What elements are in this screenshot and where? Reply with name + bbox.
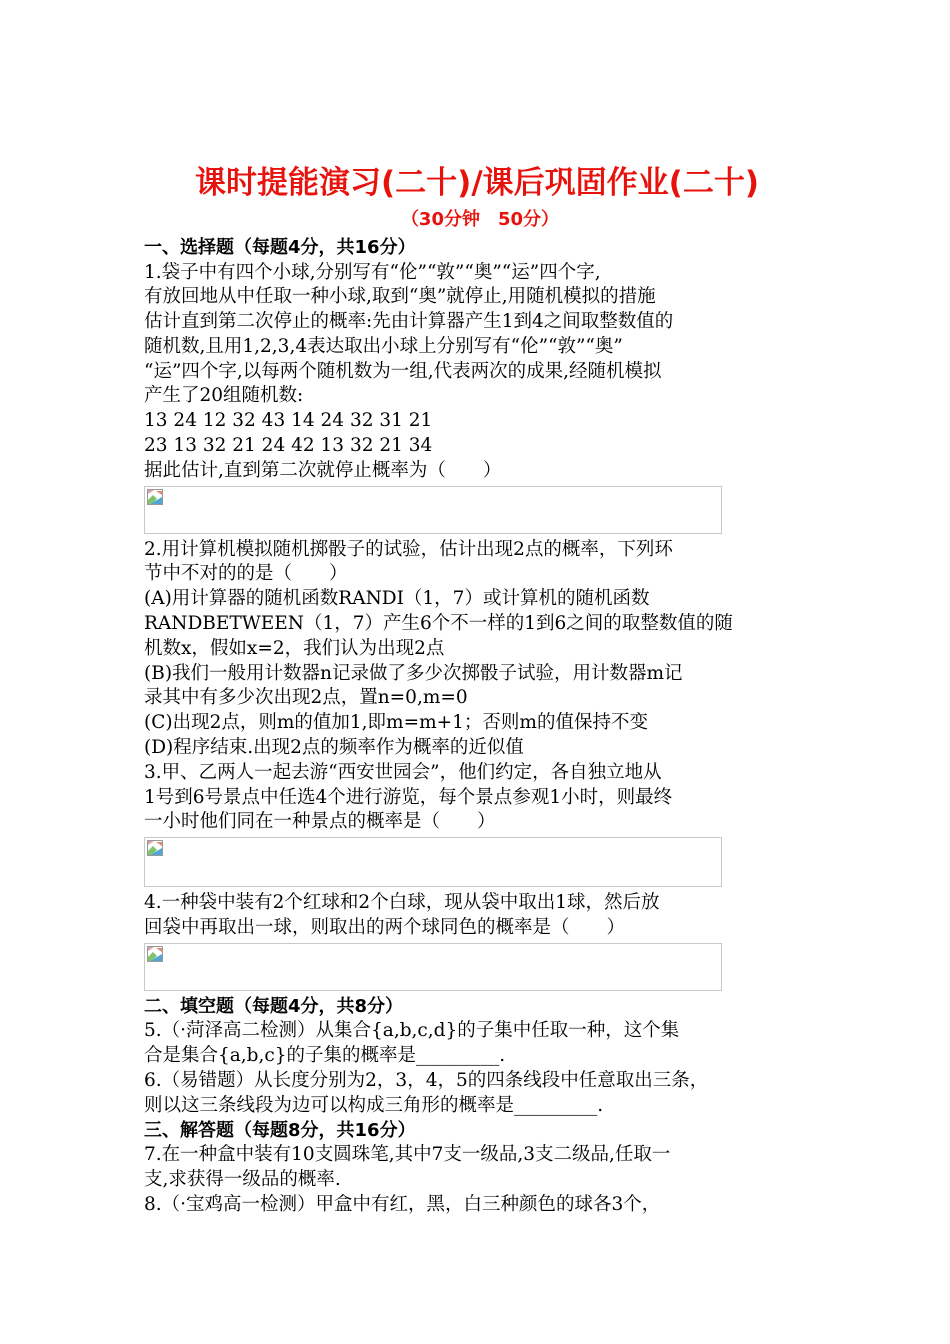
question-4: [144, 891, 816, 991]
section-heading-choice: 一、选择题（每题4分，共16分）: [144, 237, 416, 258]
section-heading-solve: 三、解答题（每题8分，共16分）: [144, 1119, 416, 1141]
option-b: (B)我们一般用计数器n记录做了多少次掷骰子试验，用计数器m记: [144, 662, 683, 684]
question-line: 8.（·宝鸡高一检测）甲盒中有红，黑，白三种颜色的球各3个，: [144, 1193, 661, 1215]
question-line: 回袋中再取出一球，则取出的两个球同色的概率是（ ）: [144, 917, 626, 939]
question-8: [144, 1193, 816, 1218]
question-line: 合是集合{a,b,c}的子集的概率是_________.: [144, 1045, 506, 1067]
question-line: 6.（易错题）从长度分别为2，3，4，5的四条线段中任意取出三条，: [144, 1069, 709, 1091]
answer-options-image-placeholder: [144, 837, 722, 887]
question-line: 7.在一种盒中装有10支圆珠笔,其中7支一级品,3支二级品,任取一: [144, 1144, 671, 1166]
question-line: 随机数,且用1,2,3,4表达取出小球上分别写有“伦”“敦”“奥”: [144, 335, 623, 357]
answer-options-image-placeholder: [144, 486, 722, 534]
page-title: 课时提能演习(二十)/课后巩固作业(二十): [195, 165, 759, 201]
question-line: 有放回地从中任取一种小球,取到“奥”就停止,用随机模拟的措施: [144, 286, 656, 308]
question-line: 支,求获得一级品的概率.: [144, 1168, 341, 1190]
option-a: (A)用计算器的随机函数RANDI（1，7）或计算机的随机函数: [144, 588, 650, 610]
question-line: 4.一种袋中装有2个红球和2个白球，现从袋中取出1球，然后放: [144, 892, 660, 914]
question-line: 估计直到第二次停止的概率:先由计算器产生1到4之间取整数值的: [144, 311, 674, 333]
option-b-cont: 录其中有多少次出现2点，置n=0,m=0: [144, 687, 468, 709]
question-line: 据此估计,直到第二次就停止概率为（ ）: [144, 459, 502, 481]
question-6: [144, 1069, 816, 1119]
option-a-cont: 机数x，假如x=2，我们认为出现2点: [144, 637, 445, 659]
question-line: 1号到6号景点中任选4个进行游览，每个景点参观1小时，则最终: [144, 786, 673, 808]
question-line: 节中不对的的是（ ）: [144, 563, 348, 585]
option-d: (D)程序结束.出现2点的频率作为概率的近似值: [144, 737, 524, 759]
broken-image-icon: [147, 840, 163, 856]
page-subtitle: （30分钟 50分）: [400, 209, 560, 230]
random-numbers-row: 13 24 12 32 43 14 24 32 31 21: [144, 410, 433, 432]
section-heading-fill: 二、填空题（每题4分，共8分）: [144, 995, 404, 1017]
question-3: [144, 761, 816, 887]
question-line: 5.（·菏泽高二检测）从集合{a,b,c,d}的子集中任取一种，这个集: [144, 1020, 680, 1042]
question-line: 2.用计算机模拟随机掷骰子的试验，估计出现2点的概率，下列环: [144, 538, 673, 560]
answer-options-image-placeholder: [144, 943, 722, 991]
question-2: [144, 538, 816, 761]
question-7: [144, 1143, 816, 1193]
question-5: [144, 1019, 816, 1069]
question-line: 产生了20组随机数:: [144, 385, 304, 407]
question-line: 一小时他们同在一种景点的概率是（ ）: [144, 811, 496, 833]
question-line: 3.甲、乙两人一起去游“西安世园会”，他们约定，各自独立地从: [144, 761, 662, 783]
broken-image-icon: [147, 489, 163, 505]
option-a-cont: RANDBETWEEN（1，7）产生6个不一样的1到6之间的取整数值的随: [144, 613, 733, 635]
question-line: “运”四个字,以每两个随机数为一组,代表两次的成果,经随机模拟: [144, 360, 662, 382]
option-c: (C)出现2点，则m的值加1,即m=m+1；否则m的值保持不变: [144, 712, 648, 734]
question-line: 则以这三条线段为边可以构成三角形的概率是_________.: [144, 1094, 604, 1116]
document-page: [144, 160, 816, 1217]
question-1: [144, 261, 816, 534]
broken-image-icon: [147, 946, 163, 962]
question-line: 1.袋子中有四个小球,分别写有“伦”“敦”“奥”“运”四个字,: [144, 261, 601, 283]
random-numbers-row: 23 13 32 21 24 42 13 32 21 34: [144, 435, 433, 457]
